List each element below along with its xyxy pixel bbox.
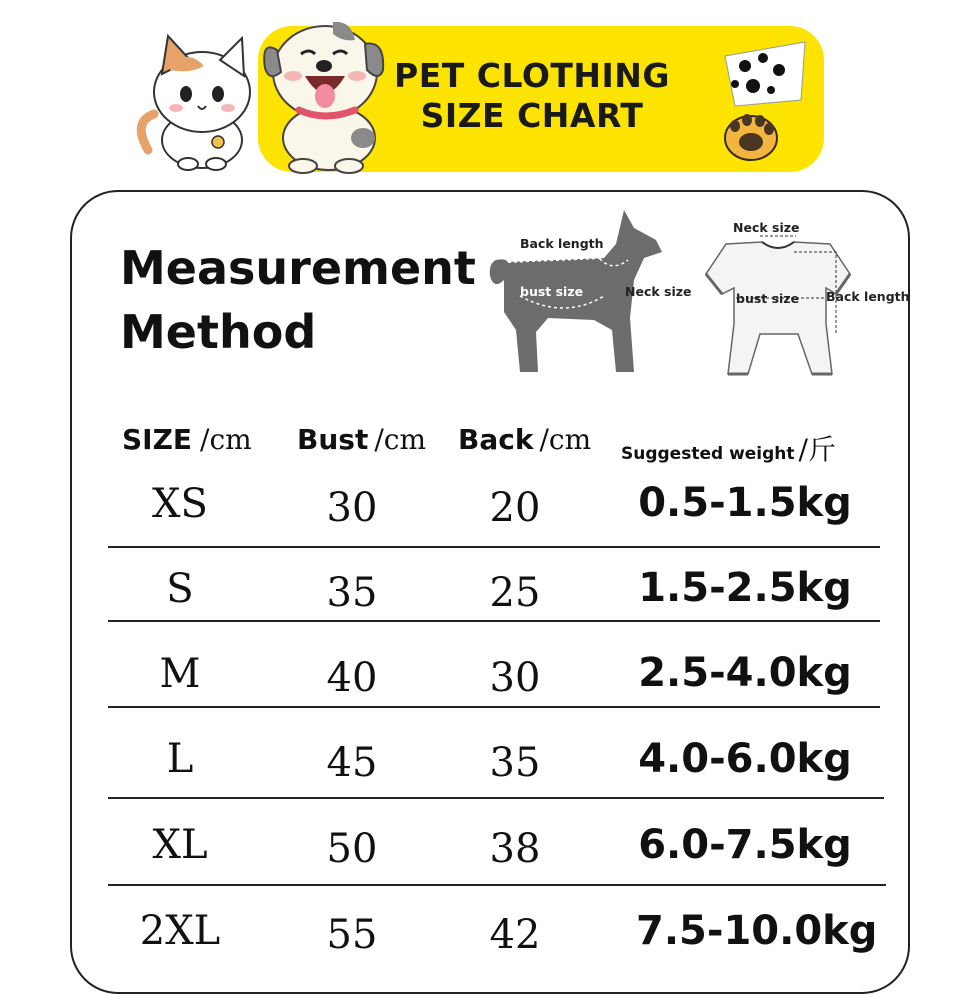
size-header-label: SIZE [122, 423, 193, 456]
method-title-line1: Measurement [120, 241, 476, 295]
back-cell: 20 [489, 485, 541, 531]
measurement-method-title [120, 236, 476, 364]
bust-cell: 45 [326, 740, 378, 786]
row-divider [108, 884, 886, 886]
cloth-neck-size-label: Neck size [733, 220, 800, 235]
cat-icon [130, 22, 270, 172]
size-cell: L [166, 736, 194, 782]
row-divider [108, 546, 880, 548]
paw-icon [725, 114, 777, 160]
bust-cell: 50 [326, 826, 378, 872]
size-cell: XL [152, 822, 208, 868]
bust-cell: 55 [326, 912, 378, 958]
weight-column-header [621, 428, 836, 468]
weight-header-unit: /斤 [798, 433, 836, 466]
dog-back-length-label: Back length [520, 236, 604, 251]
weight-cell: 1.5-2.5kg [638, 565, 852, 611]
row-divider [108, 706, 880, 708]
bust-cell: 35 [326, 570, 378, 616]
size-cell: S [166, 566, 194, 612]
bust-column-header [297, 423, 426, 463]
bust-cell: 30 [326, 485, 378, 531]
banner-title-line1: PET CLOTHING [394, 56, 670, 95]
back-column-header [458, 423, 591, 463]
weight-cell: 2.5-4.0kg [638, 650, 852, 696]
banner-title [382, 56, 682, 136]
weight-cell: 4.0-6.0kg [638, 736, 852, 782]
back-cell: 42 [489, 912, 541, 958]
back-cell: 25 [489, 570, 541, 616]
bust-cell: 40 [326, 655, 378, 701]
dog-neck-size-label: Neck size [625, 284, 692, 299]
cloth-bust-size-label: bust size [736, 291, 800, 306]
size-cell: XS [152, 481, 208, 527]
weight-cell: 0.5-1.5kg [638, 480, 852, 526]
back-cell: 35 [489, 740, 541, 786]
weight-cell: 6.0-7.5kg [638, 822, 852, 868]
back-cell: 30 [489, 655, 541, 701]
back-cell: 38 [489, 826, 541, 872]
dog-icon [255, 10, 395, 175]
bust-header-label: Bust [297, 423, 369, 456]
size-header-unit: /cm [200, 423, 252, 456]
weight-header-label: Suggested weight [621, 444, 795, 464]
size-column-header [122, 423, 252, 463]
method-title-line2: Method [120, 305, 317, 359]
size-cell: 2XL [139, 908, 221, 954]
dog-bust-size-label: bust size [520, 284, 584, 299]
bust-header-unit: /cm [374, 423, 426, 456]
back-header-unit: /cm [539, 423, 592, 456]
row-divider [108, 797, 884, 799]
weight-cell: 7.5-10.0kg [636, 908, 878, 954]
banner-title-line2: SIZE CHART [420, 96, 644, 135]
paw-print-icon [705, 36, 815, 166]
back-header-label: Back [458, 423, 534, 456]
cloth-back-length-label: Back length [826, 289, 910, 304]
size-cell: M [159, 651, 201, 697]
row-divider [108, 620, 880, 622]
